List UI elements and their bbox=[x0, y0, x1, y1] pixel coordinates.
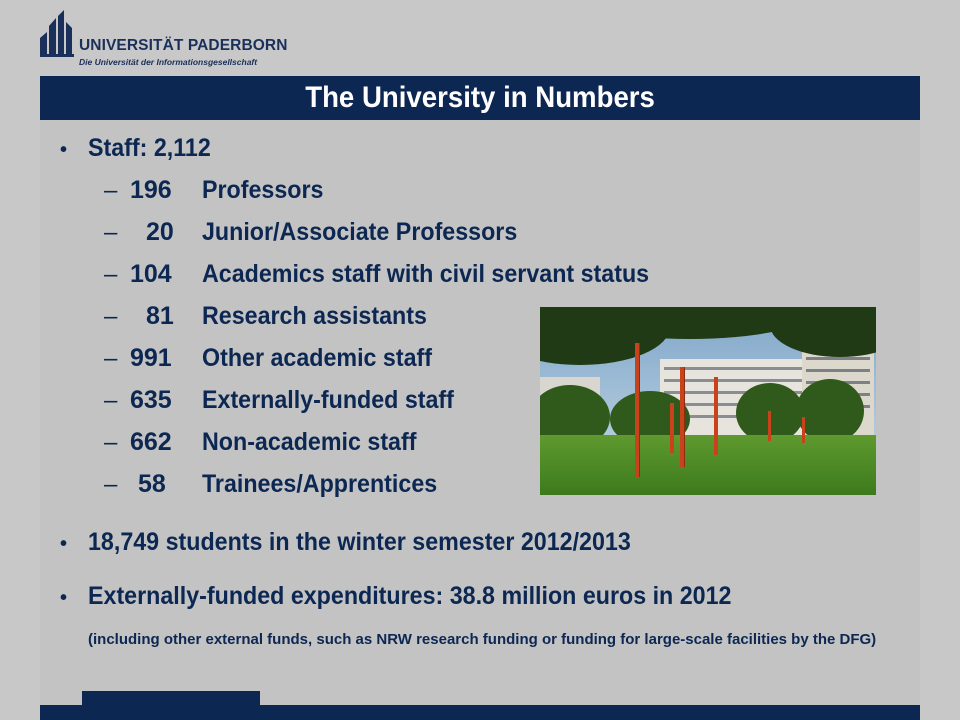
staff-number: 58 bbox=[138, 470, 166, 498]
staff-label: Research assistants bbox=[202, 302, 427, 330]
staff-item bbox=[104, 260, 683, 289]
bullet-funding bbox=[60, 582, 780, 611]
paderborn-emblem-icon bbox=[38, 8, 78, 58]
staff-item bbox=[104, 428, 433, 457]
staff-number: 81 bbox=[146, 302, 174, 330]
funding-text: Externally-funded expenditures: 38.8 million euros in 2012 bbox=[88, 582, 732, 610]
campus-photo bbox=[540, 307, 876, 495]
university-logo bbox=[38, 8, 288, 70]
bullet-students bbox=[60, 528, 672, 557]
staff-label: Professors bbox=[202, 176, 324, 204]
staff-item bbox=[104, 218, 541, 247]
dash: – bbox=[104, 471, 118, 498]
title-bar bbox=[40, 76, 920, 120]
funding-note: (including other external funds, such as NRW research funding or funding for large-scale facilities by the DFG) bbox=[88, 631, 877, 648]
staff-label: Externally-funded staff bbox=[202, 386, 454, 414]
staff-label: Non-academic staff bbox=[202, 428, 417, 456]
staff-label: Trainees/Apprentices bbox=[202, 470, 438, 498]
page-title: The University in Numbers bbox=[305, 81, 655, 114]
staff-number: 662 bbox=[130, 428, 172, 456]
logo-tagline: Die Universität der Informationsgesellschaft bbox=[79, 57, 258, 67]
students-text: 18,749 students in the winter semester 2012/2013 bbox=[88, 528, 631, 556]
staff-label: Other academic staff bbox=[202, 344, 433, 372]
dash: – bbox=[104, 429, 118, 456]
staff-item bbox=[104, 302, 444, 331]
staff-number: 104 bbox=[130, 260, 172, 288]
staff-item bbox=[104, 386, 473, 415]
dash: – bbox=[104, 387, 118, 414]
campus-scene-image bbox=[540, 307, 876, 495]
bullet-dot: • bbox=[60, 139, 68, 161]
staff-label: Academics staff with civil servant status bbox=[202, 260, 650, 288]
bullet-dot: • bbox=[60, 533, 68, 555]
staff-total: Staff: 2,112 bbox=[88, 134, 211, 162]
bullet-staff bbox=[60, 134, 220, 163]
logo-name: UNIVERSITÄT PADERBORN bbox=[79, 37, 288, 54]
dash: – bbox=[104, 177, 118, 204]
staff-number: 20 bbox=[146, 218, 174, 246]
bullet-dot: • bbox=[60, 587, 68, 609]
dash: – bbox=[104, 303, 118, 330]
dash: – bbox=[104, 345, 118, 372]
footer-bar bbox=[40, 705, 920, 720]
staff-item bbox=[104, 176, 333, 205]
staff-item bbox=[104, 344, 449, 373]
staff-item bbox=[104, 470, 455, 499]
staff-label: Junior/Associate Professors bbox=[202, 218, 518, 246]
staff-number: 635 bbox=[130, 386, 172, 414]
dash: – bbox=[104, 219, 118, 246]
staff-number: 196 bbox=[130, 176, 172, 204]
staff-number: 991 bbox=[130, 344, 172, 372]
dash: – bbox=[104, 261, 118, 288]
